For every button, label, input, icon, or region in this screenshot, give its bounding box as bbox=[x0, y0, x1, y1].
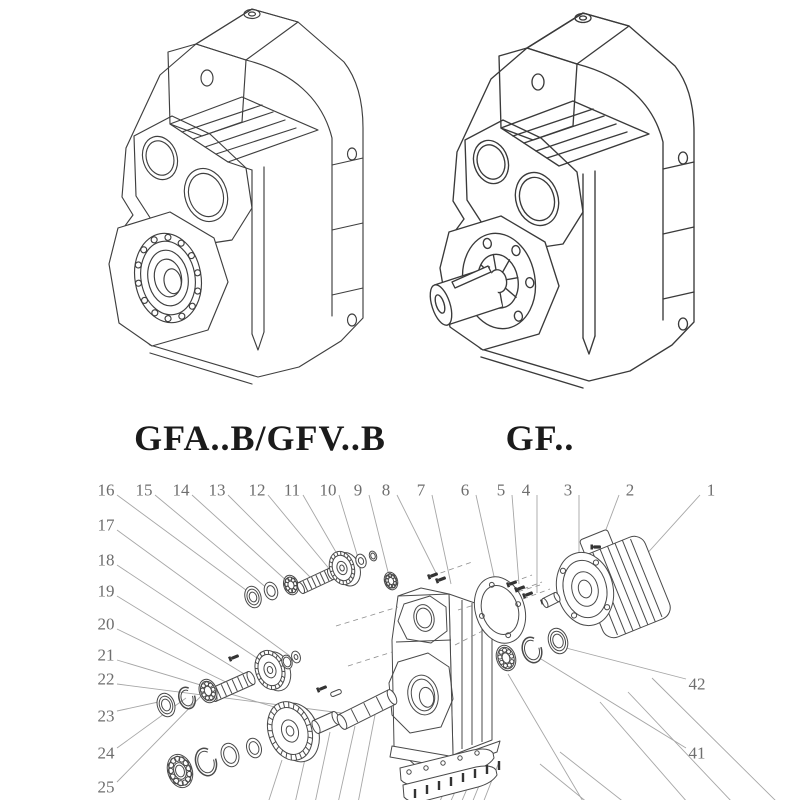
gearbox-drawing-gf bbox=[426, 13, 694, 388]
cutoff-leader-line bbox=[268, 760, 282, 800]
part-shaft-key bbox=[330, 689, 342, 697]
cutoff-leader-line bbox=[600, 702, 688, 800]
motor bbox=[549, 518, 674, 641]
leader-line-23 bbox=[117, 701, 163, 711]
part-motor-shaft-stub bbox=[541, 592, 561, 609]
model-caption-gfab: GFA..B/GFV..B bbox=[134, 418, 386, 458]
callout-3: 3 bbox=[563, 480, 573, 500]
part-key-pin bbox=[228, 653, 240, 662]
part-intermediate-gear bbox=[250, 645, 295, 696]
cutoff-leader-line bbox=[560, 752, 625, 800]
part-output-shaft bbox=[335, 688, 399, 731]
part-flange-bearing bbox=[493, 643, 519, 674]
cutoff-leader-line bbox=[338, 726, 355, 800]
leader-line-8 bbox=[397, 495, 436, 573]
cutoff-leader-line bbox=[358, 715, 375, 800]
leader-line-42 bbox=[566, 648, 686, 679]
callout-18: 18 bbox=[97, 550, 115, 570]
leader-line-41 bbox=[541, 659, 686, 748]
exploded-parts bbox=[154, 545, 601, 791]
callout-11: 11 bbox=[283, 480, 301, 500]
callout-17: 17 bbox=[97, 515, 115, 535]
callout-42: 42 bbox=[688, 674, 706, 694]
callout-1: 1 bbox=[706, 480, 716, 500]
callout-14: 14 bbox=[172, 480, 190, 500]
leader-line-9 bbox=[369, 495, 390, 580]
callout-19: 19 bbox=[97, 581, 115, 601]
leader-line-14 bbox=[192, 495, 289, 583]
part-input-gear bbox=[325, 547, 364, 591]
callout-20: 20 bbox=[97, 614, 115, 634]
part-flange-circlip bbox=[519, 635, 545, 666]
callout-2: 2 bbox=[625, 480, 635, 500]
callout-7: 7 bbox=[416, 480, 426, 500]
leader-line-1 bbox=[644, 495, 700, 557]
part-spacer-bottom bbox=[218, 741, 242, 769]
part-roller-bearing bbox=[163, 751, 197, 791]
part-output-oil-seal bbox=[154, 691, 178, 719]
leader-line-18 bbox=[117, 565, 269, 666]
leader-line-10 bbox=[339, 495, 359, 561]
part-bolt-e bbox=[522, 590, 534, 598]
callout-5: 5 bbox=[496, 480, 506, 500]
callout-22: 22 bbox=[97, 669, 115, 689]
callout-9: 9 bbox=[353, 480, 363, 500]
part-circlip-left bbox=[176, 685, 198, 711]
callout-21: 21 bbox=[97, 645, 115, 665]
callout-4: 4 bbox=[521, 480, 531, 500]
part-spacer-bottom-2 bbox=[244, 736, 264, 759]
part-sleeve bbox=[310, 710, 341, 734]
part-pin bbox=[316, 684, 328, 693]
callout-15: 15 bbox=[135, 480, 153, 500]
callout-41: 41 bbox=[688, 743, 706, 763]
callout-12: 12 bbox=[248, 480, 266, 500]
callout-24: 24 bbox=[97, 743, 115, 763]
callout-13: 13 bbox=[208, 480, 226, 500]
callout-8: 8 bbox=[381, 480, 391, 500]
part-flange-seal bbox=[545, 626, 571, 657]
leader-line-19 bbox=[117, 596, 249, 677]
part-circlip-bottom bbox=[192, 746, 220, 779]
callout-16: 16 bbox=[97, 480, 115, 500]
callout-6: 6 bbox=[460, 480, 470, 500]
callout-23: 23 bbox=[97, 706, 115, 726]
leader-line-15 bbox=[155, 495, 268, 589]
leader-line-24 bbox=[117, 698, 186, 748]
part-retaining-ring bbox=[262, 580, 280, 601]
gearbox-drawing-gfab bbox=[109, 9, 363, 384]
leader-line-12 bbox=[268, 495, 331, 571]
part-bolt-b bbox=[435, 575, 447, 583]
part-oil-seal bbox=[242, 584, 264, 610]
leader-line-17 bbox=[117, 530, 290, 656]
model-caption-gf: GF.. bbox=[505, 418, 575, 458]
callout-10: 10 bbox=[319, 480, 337, 500]
part-washer bbox=[368, 550, 378, 562]
cutoff-leader-line bbox=[628, 692, 733, 800]
part-pinion-bearing bbox=[382, 570, 400, 591]
leader-line-5 bbox=[512, 495, 519, 584]
cutoff-leader-line bbox=[508, 674, 584, 800]
callout-25: 25 bbox=[97, 777, 115, 797]
